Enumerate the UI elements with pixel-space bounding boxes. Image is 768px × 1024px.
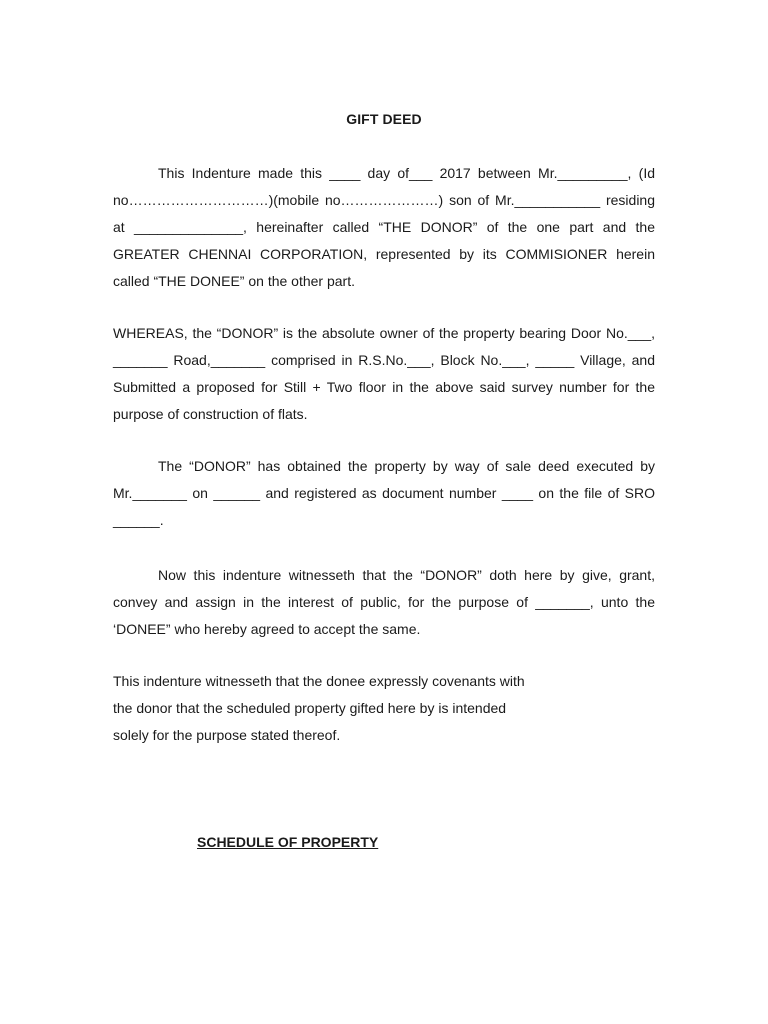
covenant-line: solely for the purpose stated thereof. [113,727,341,743]
paragraph-whereas: WHEREAS, the “DONOR” is the absolute owner of the property bearing Door No.___, _______ Road,_______ comprised in R.S.No.___, Block No.___, _____ Village, and Submitted a proposed for Still + Two floor in the above said survey number for the purpose of construction of flats. [113,325,655,422]
paragraph-indenture: This Indenture made this ____ day of___ 2017 between Mr._________, (Id no…………………………)(mobile no…………………) son of Mr.___________ residing at ______________, hereinafter called “THE DONOR” of the one part and the GREATER CHENNAI CORPORATION, represented by its COMMISIONER herein called “THE DONEE” on the other part. [113,165,655,289]
paragraph-donor-obtained: The “DONOR” has obtained the property by way of sale deed executed by Mr._______ on ______ and registered as document number ____ on the file of SRO ______. [113,458,655,528]
covenant-line: the donor that the scheduled property gifted here by is intended [113,700,507,716]
paragraph-covenant [113,668,573,749]
covenant-line: This indenture witnesseth that the donee expressly covenants with [113,673,525,689]
paragraph-witnesseth: Now this indenture witnesseth that the “DONOR” doth here by give, grant, convey and assign in the interest of public, for the purpose of _______, unto the ‘DONEE” who hereby agreed to accept the same. [113,567,655,637]
schedule-heading: SCHEDULE OF PROPERTY [197,834,379,850]
document-title: GIFT DEED [346,111,422,127]
